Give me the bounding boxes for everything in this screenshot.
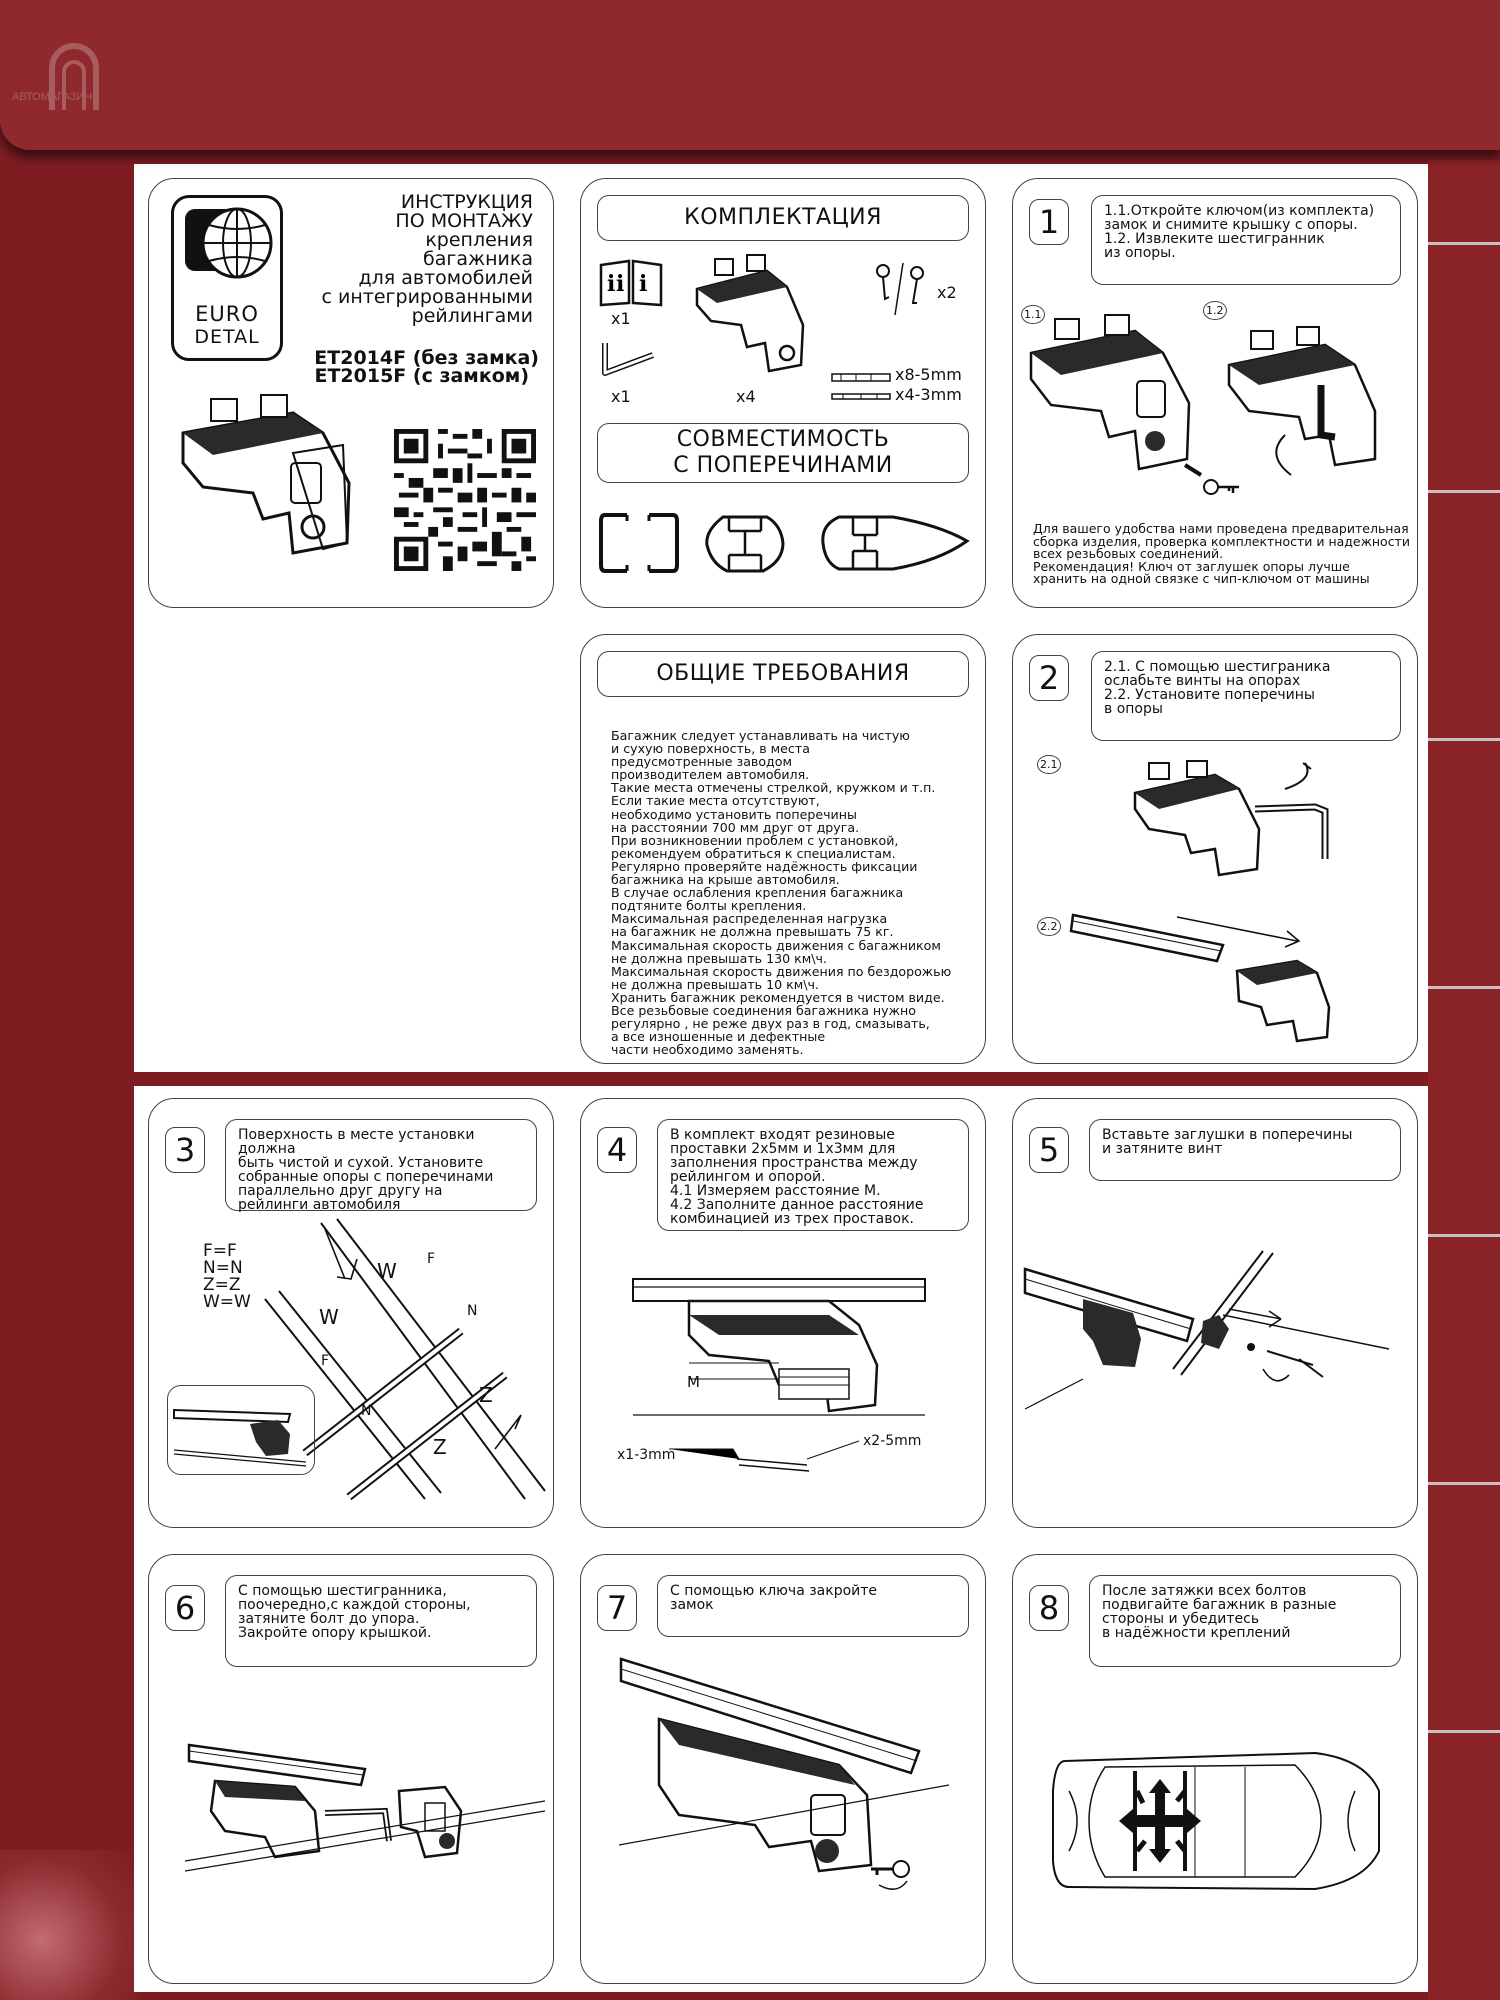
step5-text: Вставьте заглушки в поперечины и затяните винт [1089,1119,1401,1181]
step5-panel [1012,1098,1418,1528]
general-title: ОБЩИЕ ТРЕБОВАНИЯ [597,651,969,697]
step4-spacer-3mm-label: x1-3mm [617,1447,676,1463]
euro-detal-logo [171,195,283,361]
step3-equalities: F=F N=N Z=Z W=W [203,1241,251,1312]
step3-z-label-right: Z [479,1383,493,1407]
spacer-3mm-icon [831,393,891,401]
step3-f-label-left: F [321,1353,330,1369]
step3-inset-illustration [170,1390,310,1470]
step1-remove-cover-illustration [1225,325,1405,475]
step3-panel [148,1098,554,1528]
step6-panel [148,1554,554,1984]
kit-title: КОМПЛЕКТАЦИЯ [597,195,969,241]
background-texture [0,1850,140,2000]
step7-text: С помощью ключа закройте замок [657,1575,969,1637]
step4-m-label: M [687,1373,700,1391]
step1-sub2-label: 1.2 [1203,301,1227,320]
logo-text-detal: DETAL [194,326,260,348]
step6-tighten-bolt-illustration [185,1741,545,1901]
logo-text-euro: EURO [195,302,259,326]
step3-f-label-top: F [427,1251,436,1267]
svg-text:i: i [607,271,616,297]
step2-sub2-label: 2.2 [1037,917,1061,936]
general-requirements-panel [580,634,986,1064]
step4-panel [580,1098,986,1528]
key-icon [1203,475,1243,499]
square-crossbar-profile-icon [597,511,681,575]
manual-qty: x1 [611,309,631,328]
wing-crossbar-profile-icon [819,511,969,575]
step2-loosen-screws-illustration [1125,759,1385,889]
spacer-5mm-icon [831,373,891,383]
keys-qty: x2 [937,283,957,302]
qr-code[interactable] [394,429,536,571]
step3-z-label-bottom: Z [433,1435,447,1459]
step7-panel [580,1554,986,1984]
step6-number: 6 [165,1585,205,1631]
step1-sub1-label: 1.1 [1021,305,1045,324]
step1-note: Для вашего удобства нами проведена предварительная сборка изделия, проверка комплектности и надежности всех резьбовых соединений. Рекомендация! Ключ от заглушек опоры лучше хранить на одной связке с чип-ключом от машины [1033,521,1410,586]
hex-key-icon [601,339,661,379]
step4-spacer-5mm-label: x2-5mm [863,1433,922,1449]
hex-key-qty: x1 [611,387,631,406]
model-with-lock: ET2015F (с замком) [314,365,529,387]
step8-number: 8 [1029,1585,1069,1631]
step3-w-label-top: W [377,1259,397,1283]
general-text: Багажник следует устанавливать на чистую и сухую поверхность, в места предусмотренные заводом производителем автомобиля. Такие места отмечены стрелкой, кружком и т.п. Если такие места отсутствуют, необходимо установить поперечины на расстоянии 700 мм друг от друга. При возникновении проблем с установкой, рекомендуем обратиться к специалистам. Регулярно проверяйте надёжность фиксации багажника на крыше автомобиля. В случае ослабления крепления багажника подтяните болты крепления. Максимальная распределенная нагрузка на багажник не должна превышать 75 кг. Максимальная скорость движения с багажником не должна превышать 130 км\ч. Максимальная скорость движения по бездорожью не должна превышать 10 км\ч. Хранить багажник рекомендуется в чистом виде. Все резьбовые соединения багажника нужно регулярно , не реже двух раз в год, смазывать, а все изношенные и дефектные части необходимо заменять. [611,728,952,1058]
step2-number: 2 [1029,655,1069,701]
step8-car-top-view-illustration [1045,1731,1385,1911]
step4-number: 4 [597,1127,637,1173]
step1-number: 1 [1029,199,1069,245]
compatibility-title: СОВМЕСТИМОСТЬ С ПОПЕРЕЧИНАМИ [597,423,969,483]
step2-text: 2.1. С помощью шестиграника ослабьте винты на опорах 2.2. Установите поперечины в опоры [1091,651,1401,741]
manual-book-icon [599,259,663,307]
svg-text:i: i [616,271,625,297]
kit-panel [580,178,986,608]
svg-text:АВТОМАГАЗИН: АВТОМАГАЗИН [12,91,93,103]
step3-w-label-left: W [319,1305,339,1329]
step4-text: В комплект входят резиновые проставки 2х5мм и 1х3мм для заполнения пространства между рейлингом и опорой. 4.1 Измеряем расстояние М. 4.2 Заполните данное расстояние комбинацией из трех проставок. [657,1119,969,1231]
step2-insert-crossbar-illustration [1067,911,1357,1051]
step8-panel [1012,1554,1418,1984]
roof-rack-support-illustration [173,393,363,573]
instruction-sheet-top [134,164,1428,1072]
top-banner [0,0,1500,150]
aero-crossbar-profile-icon [703,511,787,575]
globe-icon [171,195,283,307]
step3-n-label-right: N [467,1303,478,1319]
step5-number: 5 [1029,1127,1069,1173]
spacer-3mm-qty: x4-3mm [895,385,962,404]
shop-logo-icon [12,40,112,116]
support-unit-icon [691,253,811,383]
step6-text: С помощью шестигранника, поочередно,с каждой стороны, затяните болт до упора. Закройте опору крышкой. [225,1575,537,1667]
step3-text: Поверхность в месте установки должна быть чистой и сухой. Установите собранные опоры с поперечинами параллельно друг другу на рейлинги автомобиля [225,1119,537,1211]
step1-panel [1012,178,1418,608]
step1-open-lock-illustration [1025,313,1205,483]
instruction-title: ИНСТРУКЦИЯ ПО МОНТАЖУ крепления багажника для автомобилей с интегрированными рейлингами [321,191,533,327]
step1-text: 1.1.Откройте ключом(из комплекта) замок и снимите крышку с опоры. 1.2. Извлеките шестигранник из опоры. [1091,195,1401,285]
title-panel [148,178,554,608]
step3-inset [167,1385,315,1475]
model-without-lock: ET2014F (без замка) [314,347,539,369]
spacer-5mm-qty: x8-5mm [895,365,962,384]
step8-text: После затяжки всех болтов подвигайте багажник в разные стороны и убедитесь в надёжности креплений [1089,1575,1401,1667]
step2-panel [1012,634,1418,1064]
right-decor-strip [1428,160,1500,2000]
step5-end-cap-illustration [1023,1249,1403,1449]
support-qty: x4 [736,387,756,406]
keys-icon [871,259,931,319]
step3-n-label-bottom: N [361,1403,372,1419]
step3-number: 3 [165,1127,205,1173]
step7-key-icon [867,1851,927,1891]
instruction-sheet-bottom [134,1086,1428,1992]
step7-number: 7 [597,1585,637,1631]
step2-sub1-label: 2.1 [1037,755,1061,774]
svg-text:i: i [639,271,648,297]
